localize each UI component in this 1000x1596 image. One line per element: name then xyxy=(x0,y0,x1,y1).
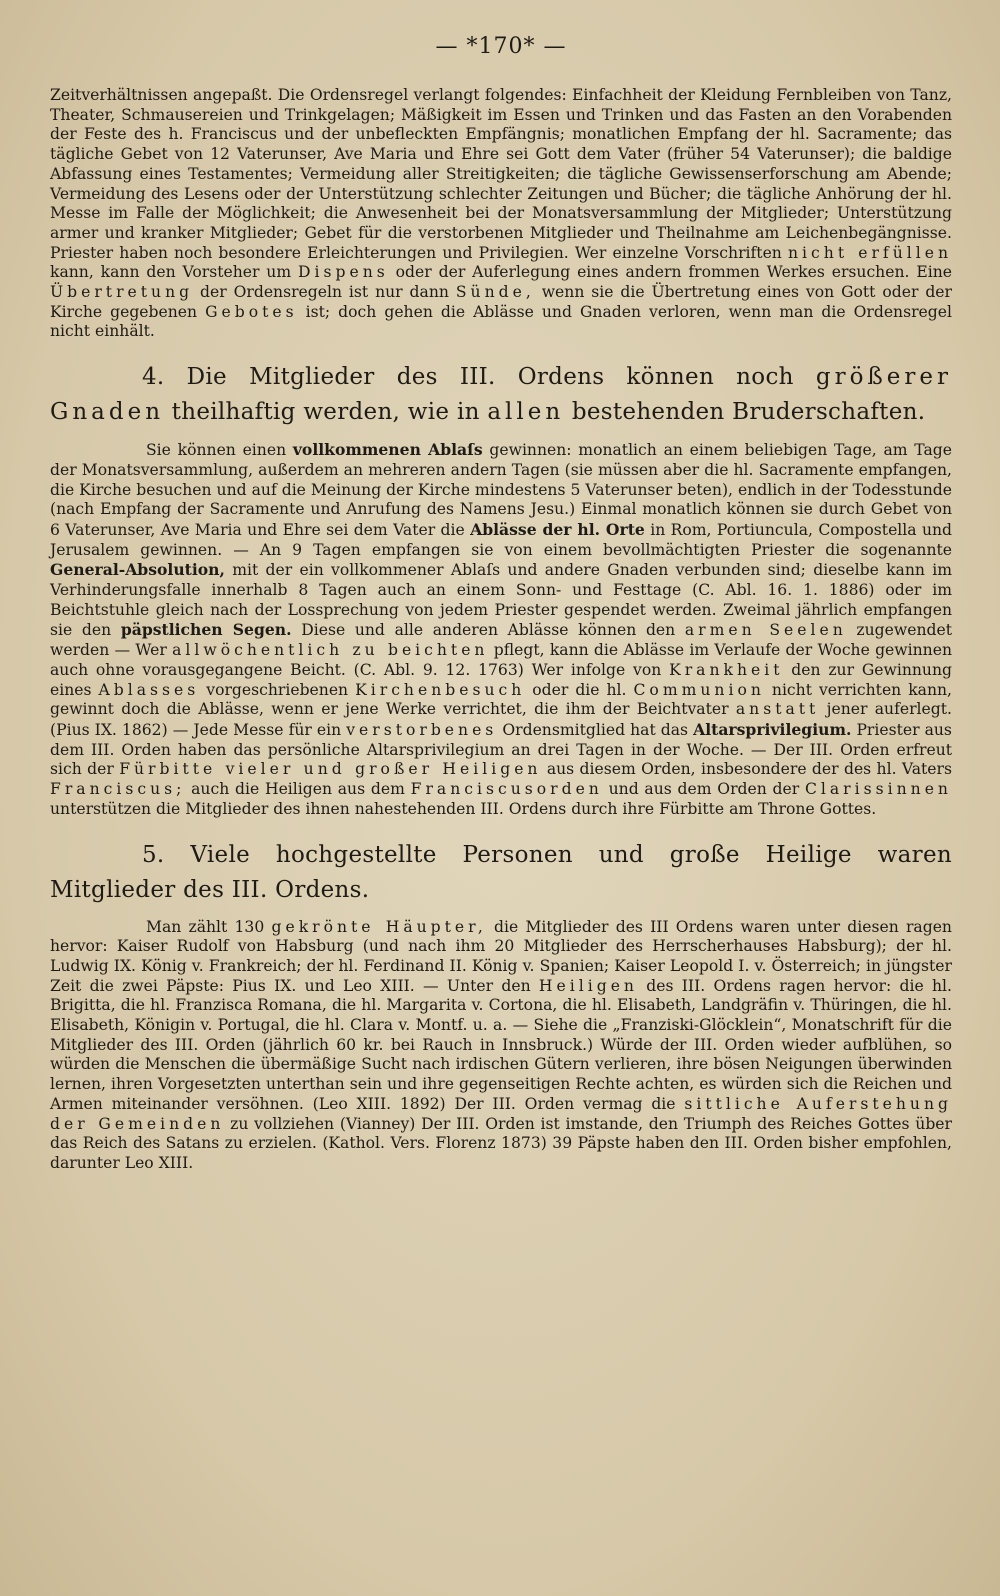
emphasis-text: armen Seelen xyxy=(684,621,847,640)
section-5-heading: 5. Viele hochgestellte Personen und große Heilige waren Mitglieder des III. Ordens. xyxy=(50,841,952,903)
emphasis-text: sittliche Auferstehung der Gemeinden xyxy=(50,1094,952,1133)
intro-paragraph: Zeitverhältnissen angepaßt. Die Ordensregel verlangt folgendes: Einfachheit der Kleidung Fernbleiben von Tanz, Theater, Schmausereien und Trinkgelagen; Mäßigkeit im Essen und Trinken und das Fasten an den Vorabenden der Feste des h. Franciscus und der unbefleckten Empfängnis; monatlichen Empfang der hl. Sacramente; das tägliche Gebet von 12 Vaterunser, Ave Maria und Ehre sei Gott dem Vater (früher 54 Vaterunser); die baldige Abfassung eines Testamentes; Vermeidung aller Streitigkeiten; die tägliche Gewissenserforschung am Abende; Vermeidung des Lesens oder der Unterstützung schlechter Zeitungen und Bücher; die tägliche Anhörung der hl. Messe im Falle der Möglichkeit; die Anwesenheit bei der Monatsversammlung der Mitglieder; Unterstützung armer und kranker Mitglieder; Gebet für die verstorbenen Mitglieder und Theilnahme am Leichenbegängnisse. Priester haben noch besondere Erleichterungen und Privilegien. Wer einzelne Vorschriften nicht erfüllen kann, kann den Vorsteher um Dispens oder der Auferlegung eines andern frommen Werkes ersuchen. Eine Übertretung der Ordensregeln ist nur dann Sünde, wenn sie die Übertretung eines von Gott oder der Kirche gegebenen Gebotes ist; doch gehen die Ablässe und Gnaden verloren, wenn man die Ordensregel nicht einhält. xyxy=(50,86,952,341)
emphasis-text: anstatt xyxy=(735,700,820,719)
emphasis-text: Sünde, xyxy=(455,283,535,302)
section-4-paragraph: Sie können einen vollkommenen Ablaſs gewinnen: monatlich an einem beliebigen Tage, am Tage der Monatsversammlung, außerdem an mehreren andern Tagen (sie müssen aber die hl. Sacramente empfangen, die Kirche besuchen und auf die Meinung der Kirche mindestens 5 Vaterunser beten), endlich in der Todesstunde (nach Empfang der Sacramente und Anrufung des Namens Jesu.) Einmal monatlich können sie durch Gebet von 6 Vaterunser, Ave Maria und Ehre sei dem Vater die Ablässe der hl. Orte in Rom, Portiuncula, Compostella und Jerusalem gewinnen. — An 9 Tagen empfangen sie von einem bevollmächtigten Priester die sogenannte General-Absolution, mit der ein vollkommener Ablaſs und andere Gnaden verbunden sind; dieselbe kann im Verhinderungsfalle innerhalb 8 Tagen auch an einem Sonn- und Festtage (C. Abl. 16. 1. 1886) oder im Beichtstuhle gleich nach der Lossprechung von jedem Priester gespendet werden. Zweimal jährlich empfangen sie den päpstlichen Segen. Diese und alle anderen Ablässe können den armen Seelen zugewendet werden — Wer allwöchentlich zu beichten pflegt, kann die Ablässe im Verlaufe der Woche gewinnen auch ohne vorausgegangene Beicht. (C. Abl. 9. 12. 1763) Wer infolge von Krankheit den zur Gewinnung eines Ablasses vorgeschriebenen Kirchenbesuch oder die hl. Communion nicht verrichten kann, gewinnt doch die Ablässe, wenn er jene Werke verrichtet, die ihm der Beichtvater anstatt jener auferlegt. (Pius IX. 1862) — Jede Messe für ein verstorbenes Ordensmitglied hat das Altarsprivilegium. Priester aus dem III. Orden haben das persönliche Altarsprivilegium an drei Tagen in der Woche. — Der III. Orden erfreut sich der Fürbitte vieler und großer Heiligen aus diesem Orden, insbesondere der des hl. Vaters Franciscus; auch die Heiligen aus dem Franciscusorden und aus dem Orden der Clarissinnen unterstützen die Mitglieder des ihnen nahestehenden III. Ordens durch ihre Fürbitte am Throne Gottes. xyxy=(50,440,953,818)
section-4-heading: 4. Die Mitglieder des III. Ordens können noch größerer Gnaden theilhaftig werden, wie in allen bestehenden Bruderschaften. xyxy=(50,364,952,426)
section-5-paragraph: Man zählt 130 gekrönte Häupter, die Mitglieder des III Ordens waren unter diesen ragen hervor: Kaiser Rudolf von Habsburg (und nach ihm 20 Mitglieder des Herrscherhauses Habsburg); der hl. Ludwig IX. König v. Frankreich; der hl. Ferdinand II. König v. Spanien; Kaiser Leopold I. v. Österreich; in jüngster Zeit die zwei Päpste: Pius IX. und Leo XIII. — Unter den Heiligen des III. Ordens ragen hervor: die hl. Brigitta, die hl. Franzisca Romana, die hl. Margarita v. Cortona, die hl. Elisabeth, Landgräfin v. Thüringen, die hl. Elisabeth, Königin v. Portugal, die hl. Clara v. Montf. u. a. — Siehe die „Franziski-Glöcklein“, Monatschrift für die Mitglieder des III. Orden (jährlich 60 kr. bei Rauch in Innsbruck.) Würde der III. Orden wieder aufblühen, so würden die Menschen die übermäßige Sucht nach irdischen Gütern verlieren, ihre bösen Neigungen überwinden lernen, ihren Vorgesetzten unterthan sein und ihre gegenseitigen Rechte achten, es würden sich die Reichen und Armen miteinander versöhnen. (Leo XIII. 1892) Der III. Orden vermag die sittliche Auferstehung der Gemeinden zu vollziehen (Vianney) Der III. Orden ist imstande, den Triumph des Reiches Gottes über das Reich des Satans zu erzielen. (Kathol. Vers. Florenz 1873) 39 Päpste haben den III. Orden bisher empfohlen, darunter Leo XIII. xyxy=(50,917,952,1172)
bold-term: Ablässe der hl. Orte xyxy=(470,519,645,539)
bold-term: päpstlichen Segen. xyxy=(120,620,292,640)
emphasis-text: Franciscus; xyxy=(50,780,186,799)
bold-term: General-Absolution, xyxy=(50,560,225,580)
emphasis-text: verstorbenes xyxy=(346,720,498,739)
emphasis-text: Kirchenbesuch xyxy=(355,680,526,699)
emphasis-text: allen xyxy=(487,399,565,426)
emphasis-text: größerer Gnaden xyxy=(50,364,952,426)
bold-term: Altarsprivilegium. xyxy=(693,719,852,739)
emphasis-text: allwöchentlich zu beichten xyxy=(172,641,489,660)
emphasis-text: gekrönte Häupter, xyxy=(271,917,487,936)
emphasis-text: Ablasses xyxy=(98,680,200,699)
bold-term: vollkommenen Ablaſs xyxy=(292,440,483,460)
emphasis-text: Dispens xyxy=(298,263,389,282)
emphasis-text: Heiligen xyxy=(538,976,638,995)
emphasis-text: Fürbitte vieler und großer Heiligen xyxy=(119,760,542,779)
page-number: — *170* — xyxy=(435,34,567,59)
emphasis-text: Communion xyxy=(633,680,765,699)
emphasis-text: nicht erfüllen xyxy=(788,243,952,262)
emphasis-text: Clarissinnen xyxy=(804,780,952,799)
emphasis-text: Krankheit xyxy=(669,660,784,679)
emphasis-text: Übertretung xyxy=(50,283,194,302)
emphasis-text: Gebotes xyxy=(205,302,298,321)
emphasis-text: Franciscusorden xyxy=(410,780,603,799)
